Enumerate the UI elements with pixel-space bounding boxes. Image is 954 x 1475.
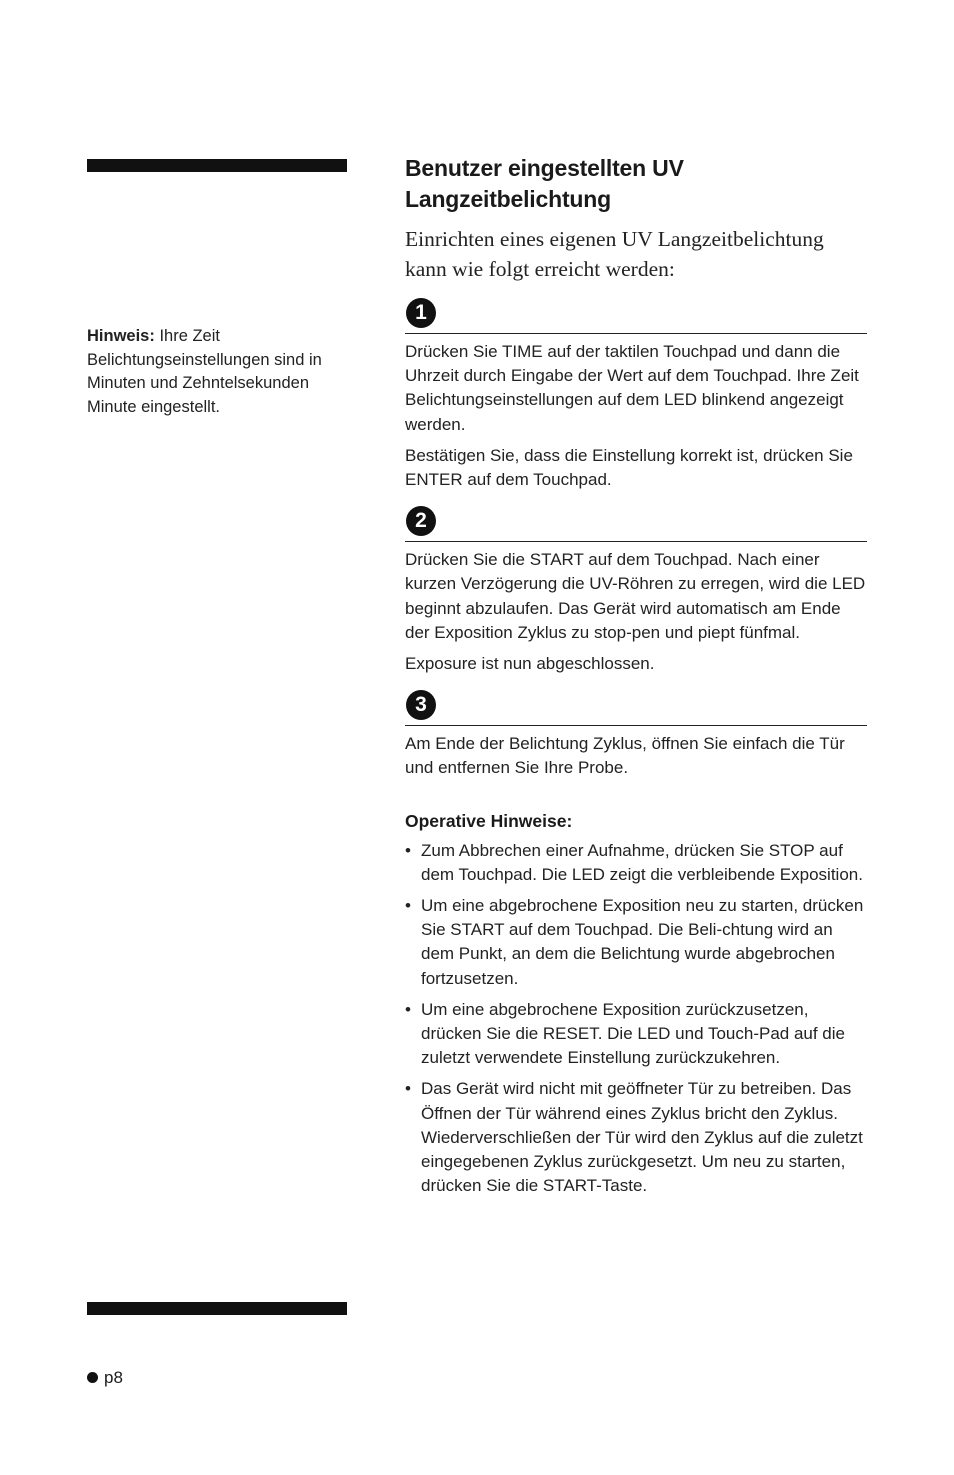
step-2 (405, 506, 867, 676)
step-paragraph: Bestätigen Sie, dass die Einstellung korrekt ist, drücken Sie ENTER auf dem Touchpad. (405, 445, 853, 490)
bullet-icon: • (405, 999, 411, 1019)
footer-dot-icon (87, 1372, 98, 1383)
bullet-icon: • (405, 896, 411, 916)
step-number-icon: 1 (406, 298, 436, 328)
step-paragraph: Am Ende der Belichtung Zyklus, öffnen Sie einfach die Tür und entfernen Sie Ihre Probe. (405, 734, 845, 778)
side-note-text: Ihre Zeit Belichtungseinstellungen sind in Minuten und Zehntelsekunden Minute eingestellt. (87, 327, 322, 416)
list-item-text: Das Gerät wird nicht mit geöffneter Tür zu betreiben. Das Öffnen der Tür während eines Zyklus bricht den Zyklus. Wiederverschließen der Tür wird den Zyklus auf die zuletzt eingegebenen Zyklus zurückgesetzt. Um neu zu starten, drücken Sie die START-Taste. (421, 1079, 863, 1196)
step-number-icon: 3 (406, 690, 436, 720)
list-item (405, 1077, 867, 1198)
operative-notes-title: Operative Hinweise: (405, 810, 573, 831)
main-content (405, 153, 867, 1205)
list-item-text: Um eine abgebrochene Exposition neu zu starten, drücken Sie START auf dem Touchpad. Die Beli-chtung wird an dem Punkt, an dem die Belichtung wurde abgebrochen fortzusetzen. (421, 896, 864, 988)
side-note-label: Hinweis: (87, 327, 155, 345)
step-paragraph: Exposure ist nun abgeschlossen. (405, 654, 655, 674)
bullet-icon: • (405, 1079, 411, 1099)
side-note (87, 325, 357, 419)
page-title: Benutzer eingestellten UV Langzeitbelichtung (405, 155, 684, 212)
list-item (405, 894, 867, 991)
step-3 (405, 690, 867, 780)
list-item (405, 998, 867, 1071)
operative-notes-list (405, 839, 867, 1199)
page-footer (87, 1367, 123, 1389)
step-paragraph: Drücken Sie TIME auf der taktilen Touchpad und dann die Uhrzeit durch Eingabe der Wert auf dem Touchpad. Ihre Zeit Belichtungseinstellungen auf dem LED blinkend angezeigt werden. (405, 342, 859, 434)
step-header (405, 298, 867, 334)
list-item-text: Zum Abbrechen einer Aufnahme, drücken Sie STOP auf dem Touchpad. Die LED zeigt die verbleibende Exposition. (421, 840, 863, 884)
step-header (405, 506, 867, 542)
list-item-text: Um eine abgebrochene Exposition zurückzusetzen, drücken Sie die RESET. Die LED und Touch-Pad auf die zuletzt verwendete Einstellung zurückzukehren. (421, 999, 845, 1068)
step-paragraph: Drücken Sie die START auf dem Touchpad. Nach einer kurzen Verzögerung die UV-Röhren zu erregen, wird die LED beginnt abzulaufen. Das Gerät wird automatisch am Ende der Exposition Zyklus zu stop-pen und piept fünfmal. (405, 550, 866, 642)
page-number: p8 (104, 1368, 123, 1387)
step-number-icon: 2 (406, 506, 436, 536)
bottom-rule-bar (87, 1302, 347, 1315)
intro-text: Einrichten eines eigenen UV Langzeitbelichtung kann wie folgt erreicht werden: (405, 227, 824, 281)
bullet-icon: • (405, 840, 411, 860)
list-item (405, 839, 867, 887)
step-header (405, 690, 867, 726)
top-rule-bar (87, 159, 347, 172)
step-1 (405, 298, 867, 492)
